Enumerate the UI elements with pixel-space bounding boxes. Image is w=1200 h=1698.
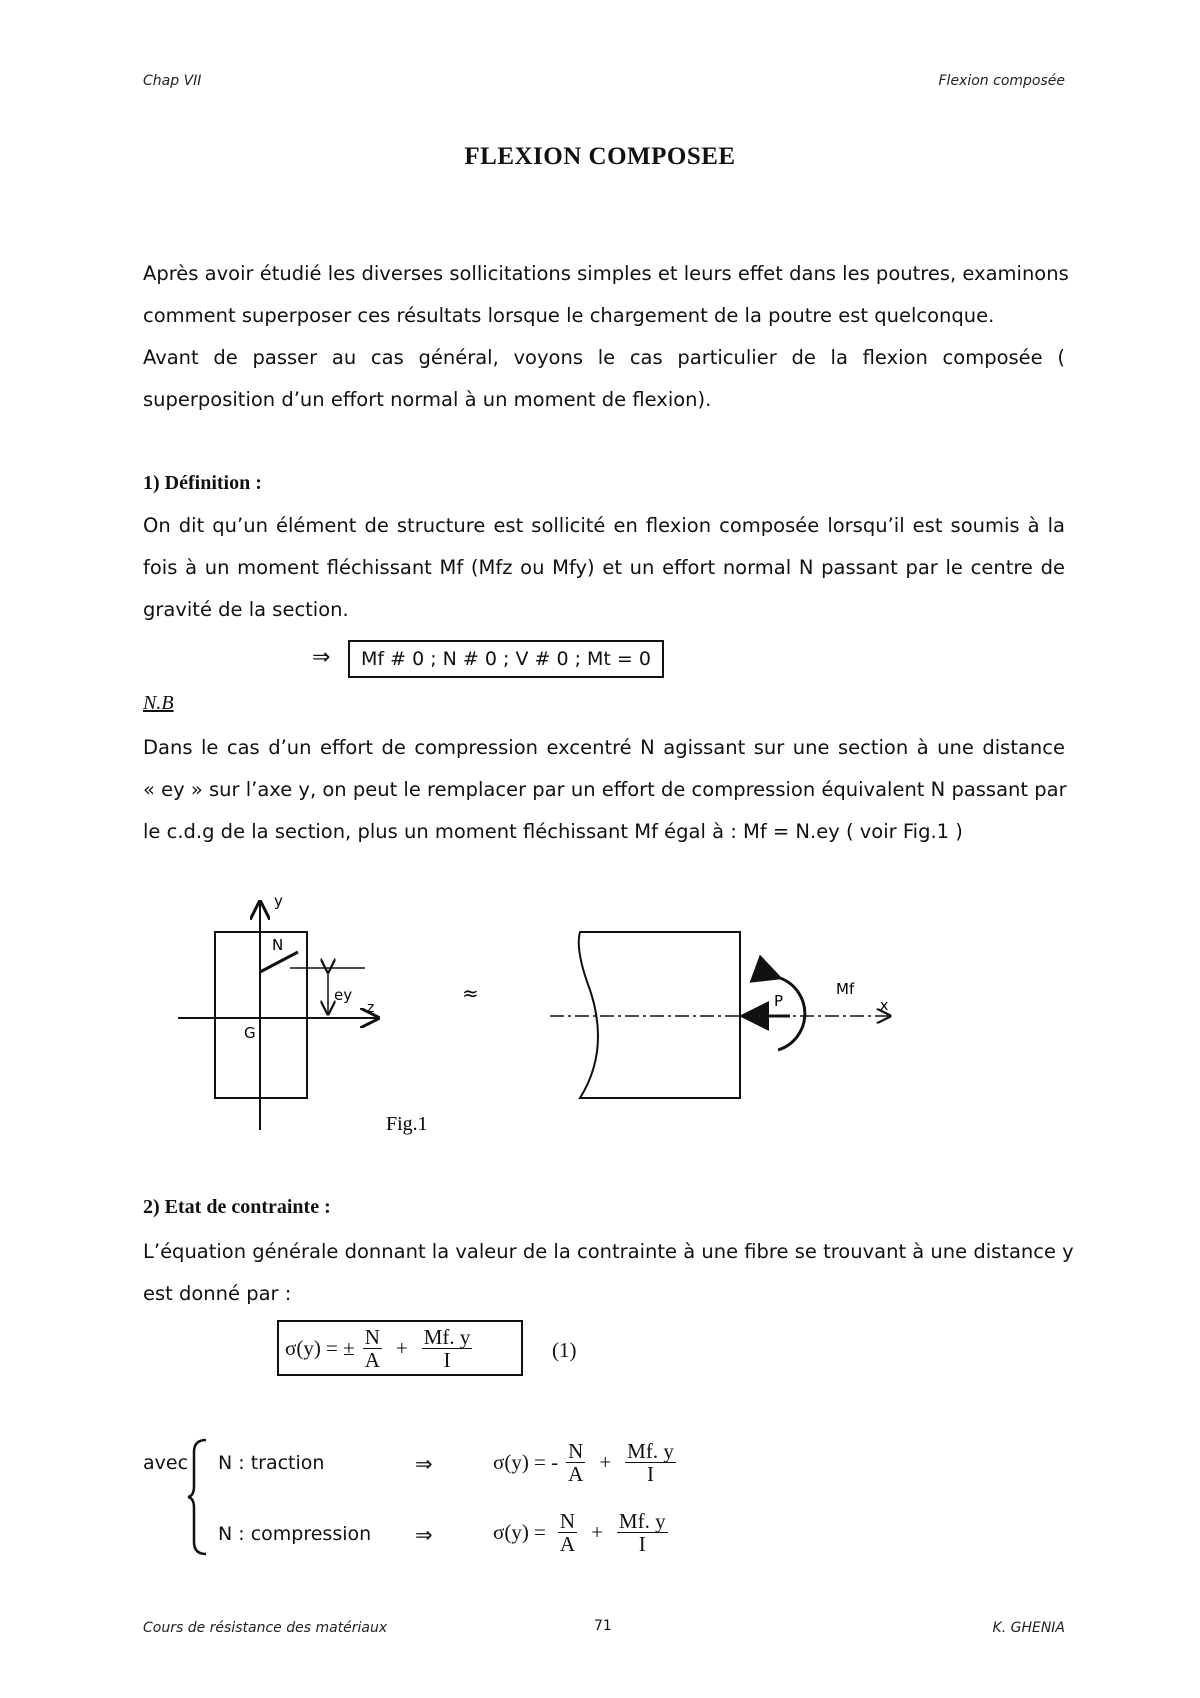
case2-lhs: σ(y) = [493,1520,546,1544]
eq-plus: + [395,1335,408,1360]
intro-line-4: superposition d’un effort normal à un moment de flexion). [143,388,712,411]
force-n-line [260,952,298,972]
case-compression-label: N : compression [218,1523,372,1545]
fig-x-label: x [880,998,889,1014]
equation-number: (1) [552,1338,577,1362]
case2-num-1: N [559,1509,576,1533]
intro-paragraph [143,262,1069,422]
eq-num-1: N [364,1324,380,1349]
eq-lhs: σ(y) = ± [285,1335,355,1360]
header-chapter: Chap VII [143,73,202,89]
avec-label: avec [143,1452,189,1474]
section-1-heading: 1) Définition : [143,472,262,494]
eq-den-2: I [443,1347,451,1372]
moment-mf-arrow [778,978,805,1050]
case-traction-label: N : traction [218,1452,325,1474]
eq-fraction-1 [363,1326,382,1371]
fig-y-label: y [274,892,283,910]
beam-outline [579,932,740,1098]
case2-den-2: I [638,1532,646,1556]
eq-den-1: A [364,1347,380,1372]
nb-line-2: « ey » sur l’axe y, on peut le remplacer par un effort de compression équivalent N passant par [143,778,1067,801]
case2-fraction-1 [558,1510,577,1555]
stress-paragraph [143,1240,1074,1330]
case1-den-2: I [647,1462,654,1486]
stress-line-1: L’équation générale donnant la valeur de la contrainte à une fibre se trouvant à une distance y [143,1240,1074,1263]
fig-z-label: z [367,1000,375,1016]
conditions-box: Mf # 0 ; N # 0 ; V # 0 ; Mt = 0 [348,640,664,678]
stress-line-2: est donné par : [143,1282,292,1305]
intro-line-1: Après avoir étudié les diverses sollicitations simples et leurs effet dans les poutres, examinons [143,262,1069,285]
case1-num-1: N [568,1439,584,1463]
header-topic: Flexion composée [938,73,1065,89]
nb-line-3: le c.d.g de la section, plus un moment fléchissant Mf égal à : Mf = N.ey ( voir Fig.1 ) [143,820,963,843]
nb-label: N.B [143,692,174,714]
page-title: FLEXION COMPOSEE [464,143,736,170]
fig-p-label: P [774,992,784,1010]
case2-fraction-2 [617,1510,668,1555]
fig-caption: Fig.1 [386,1113,428,1135]
fig-approx-symbol: ≈ [462,981,479,1005]
intro-line-2: comment superposer ces résultats lorsque le chargement de la poutre est quelconque. [143,304,995,327]
intro-line-3: Avant de passer au cas général, voyons le cas particulier de la flexion composée ( [143,346,1065,369]
eq-fraction-2 [422,1326,473,1371]
fig-ey-label: ey [334,986,353,1004]
nb-line-1: Dans le cas d’un effort de compression excentré N agissant sur une section à une distance [143,736,1065,759]
footer-author: K. GHENIA [992,1620,1065,1636]
case-traction-arrow: ⇒ [415,1452,433,1476]
definition-line-1: On dit qu’un élément de structure est sollicité en flexion composée lorsqu’il est soumis à la [143,514,1065,537]
fig-g-label: G [244,1024,256,1042]
definition-paragraph [143,514,1065,644]
brace-icon [186,1438,212,1556]
nb-paragraph [143,736,1065,866]
case1-num-2: Mf. y [627,1439,674,1463]
case1-fraction-2 [625,1440,676,1485]
case2-plus: + [591,1520,603,1544]
fig-mf-label: Mf [836,980,855,998]
implies-arrow: ⇒ [312,644,331,669]
case2-num-2: Mf. y [618,1509,666,1533]
fig-n-label: N [272,936,284,954]
case1-plus: + [599,1450,612,1474]
case1-den-1: A [568,1462,584,1486]
case2-den-1: A [559,1532,576,1556]
definition-line-2: fois à un moment fléchissant Mf (Mfz ou Mfy) et un effort normal N passant par le centre de [143,556,1065,579]
definition-line-3: gravité de la section. [143,598,349,621]
figure-1 [160,890,940,1140]
case1-lhs: σ(y) = - [493,1450,559,1474]
footer-page-number: 71 [594,1618,612,1634]
case1-fraction-1 [566,1440,585,1485]
case-compression-equation [493,1510,668,1555]
case-compression-arrow: ⇒ [415,1523,433,1547]
general-equation-box [277,1320,523,1376]
section-2-heading: 2) Etat de contrainte : [143,1196,331,1218]
case-traction-equation [493,1440,676,1485]
eq-num-2: Mf. y [423,1324,471,1349]
footer-course: Cours de résistance des matériaux [143,1620,388,1636]
